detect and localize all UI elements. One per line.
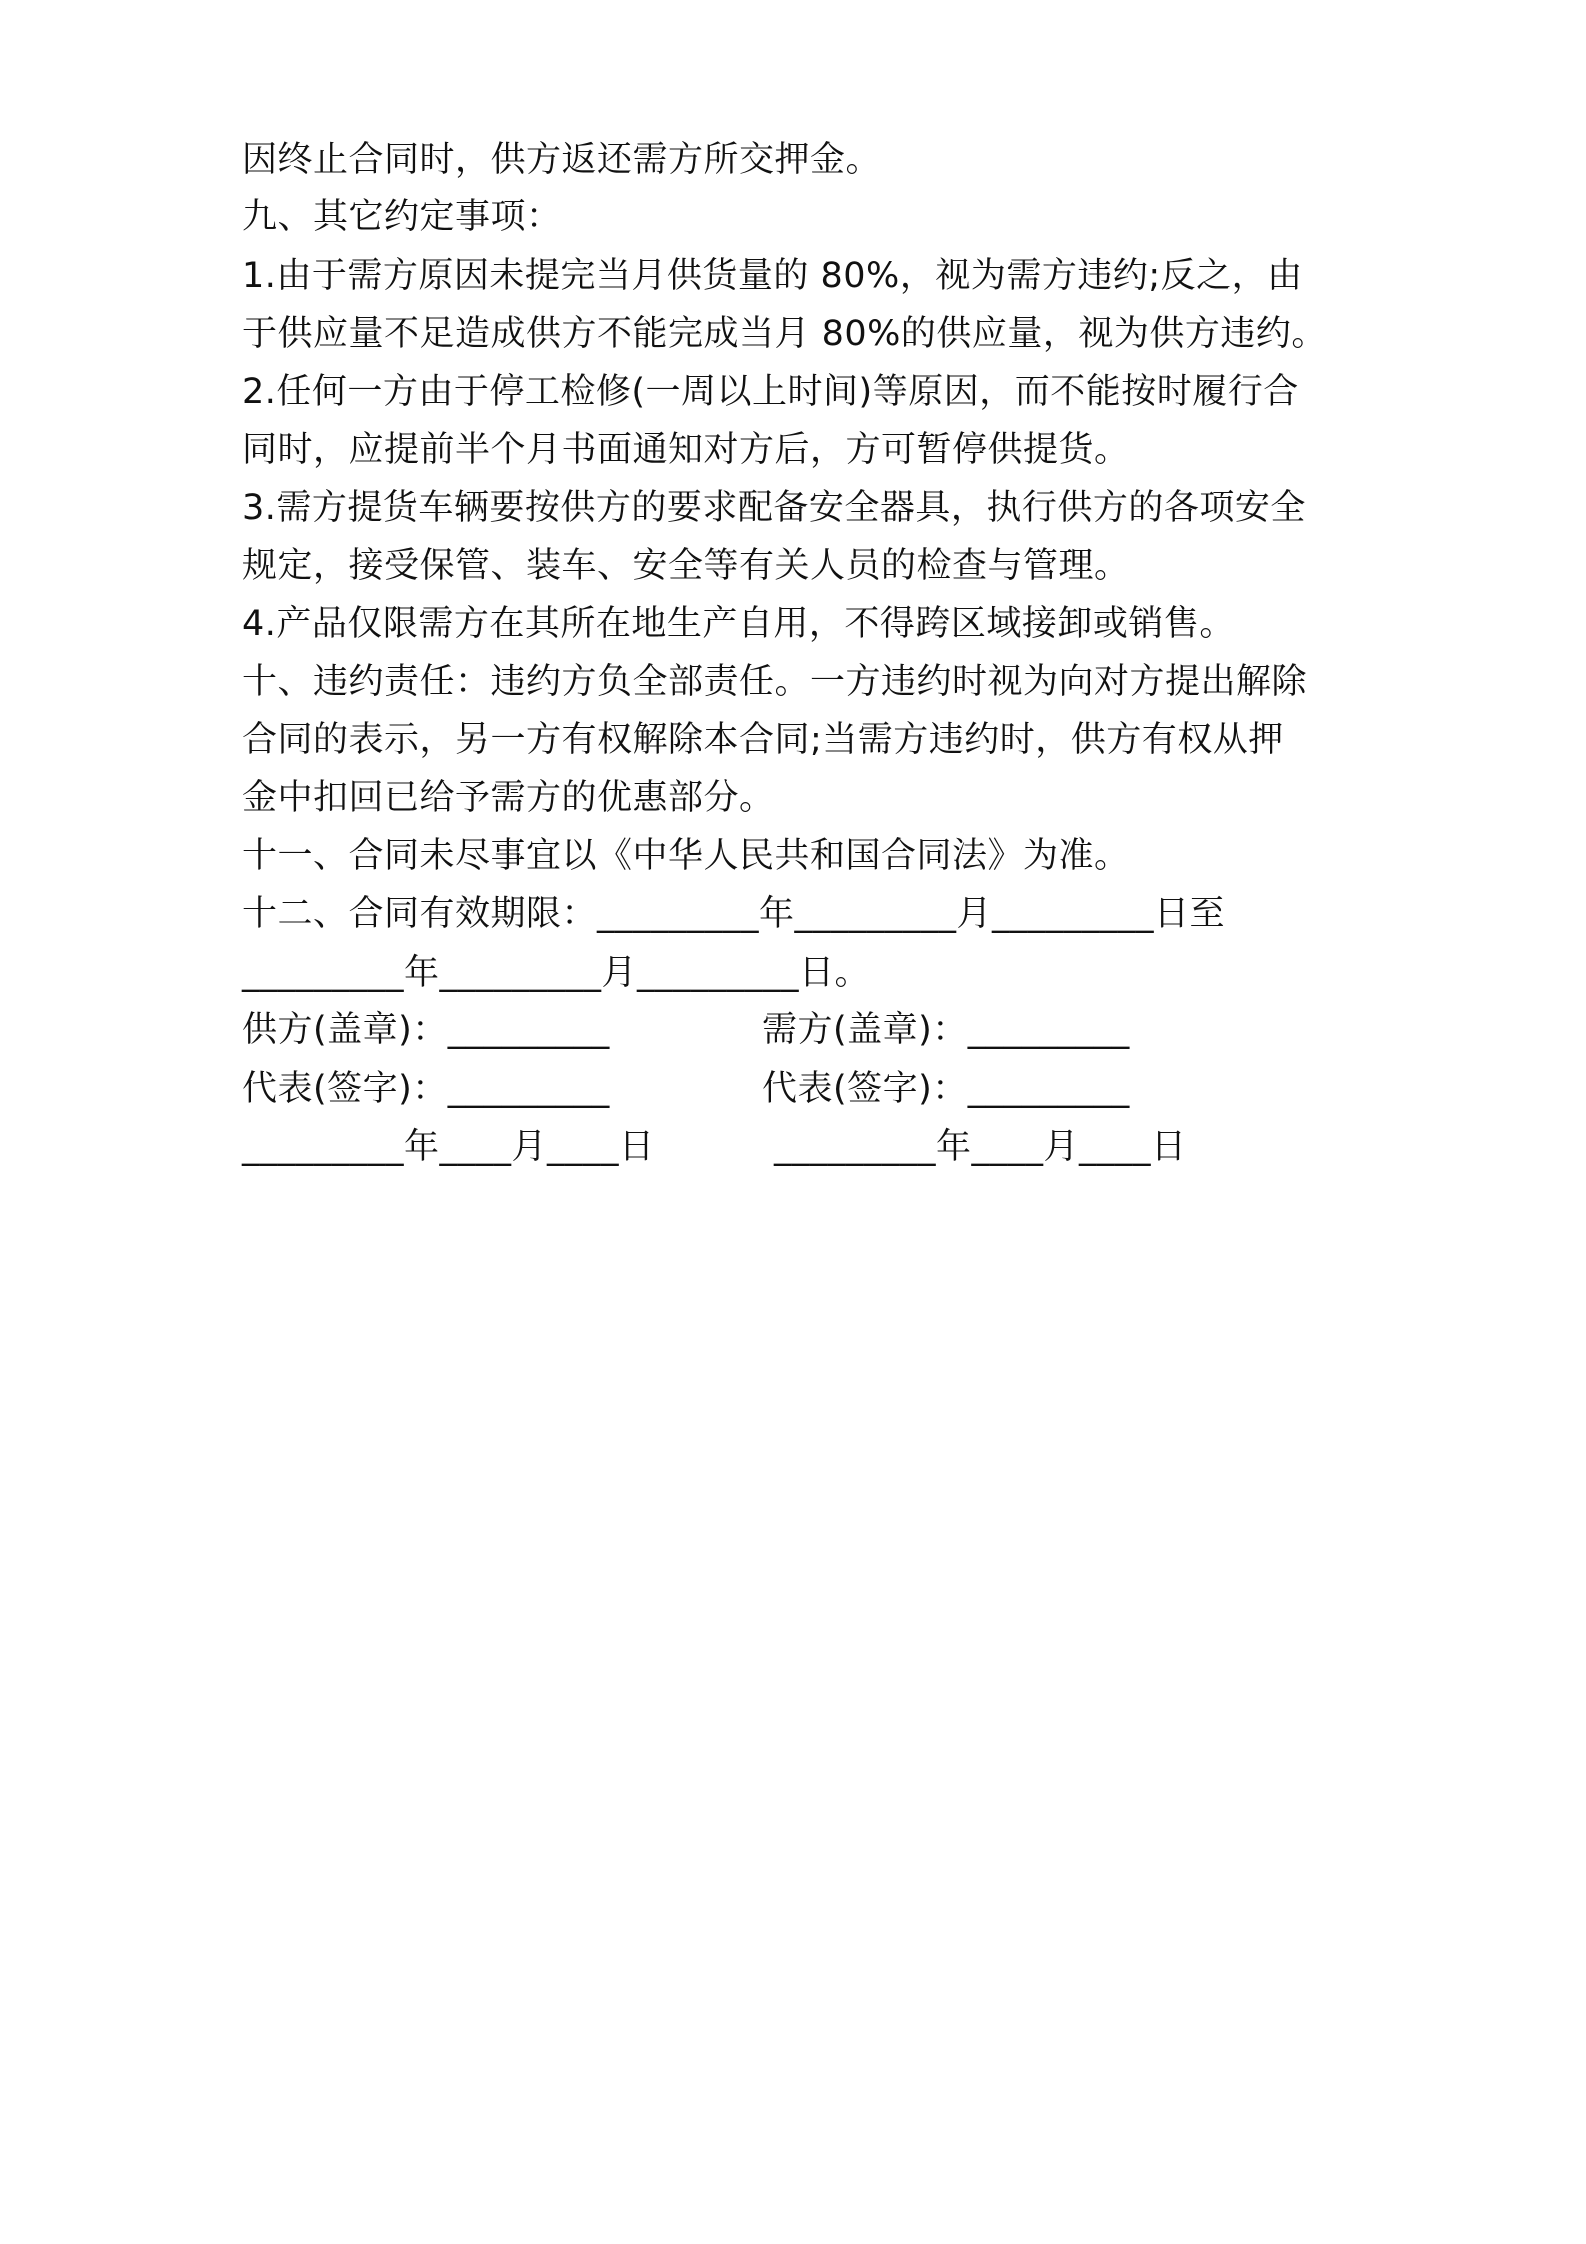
section-heading-other-terms: 九、其它约定事项： — [242, 197, 562, 237]
section-validity-line-1: 十二、合同有效期限：_________年_________月_________日至 — [242, 894, 1226, 934]
clause-4-line: 4.产品仅限需方在其所在地生产自用，不得跨区域接卸或销售。 — [242, 604, 1235, 644]
supplier-seal-field: 供方(盖章)：_________ — [242, 1010, 610, 1050]
buyer-seal-field: 需方(盖章)：_________ — [762, 1010, 1130, 1050]
section-breach-line-1: 十、违约责任：违约方负全部责任。一方违约时视为向对方提出解除 — [242, 662, 1308, 702]
clause-2-line-2: 同时，应提前半个月书面通知对方后，方可暂停供提货。 — [242, 430, 1130, 470]
section-breach-line-3: 金中扣回已给予需方的优惠部分。 — [242, 778, 775, 818]
section-breach-line-2: 合同的表示，另一方有权解除本合同;当需方违约时，供方有权从押 — [242, 720, 1284, 760]
supplier-date-field: _________年____月____日 — [242, 1127, 655, 1167]
buyer-representative-field: 代表(签字)：_________ — [762, 1069, 1130, 1109]
clause-1-line-1: 1.由于需方原因未提完当月供货量的 80%，视为需方违约;反之，由 — [242, 256, 1303, 296]
clause-3-line-1: 3.需方提货车辆要按供方的要求配备安全器具，执行供方的各项安全 — [242, 488, 1306, 528]
supplier-representative-field: 代表(签字)：_________ — [242, 1069, 610, 1109]
section-governing-law: 十一、合同未尽事宜以《中华人民共和国合同法》为准。 — [242, 836, 1130, 876]
clause-1-line-2: 于供应量不足造成供方不能完成当月 80%的供应量，视为供方违约。 — [242, 314, 1327, 354]
clause-3-line-2: 规定，接受保管、装车、安全等有关人员的检查与管理。 — [242, 546, 1130, 586]
clause-2-line-1: 2.任何一方由于停工检修(一周以上时间)等原因，而不能按时履行合 — [242, 372, 1299, 412]
buyer-date-field: _________年____月____日 — [774, 1127, 1187, 1167]
text-line-deposit-return: 因终止合同时，供方返还需方所交押金。 — [242, 140, 882, 180]
section-validity-line-2: _________年_________月_________日。 — [242, 953, 871, 993]
